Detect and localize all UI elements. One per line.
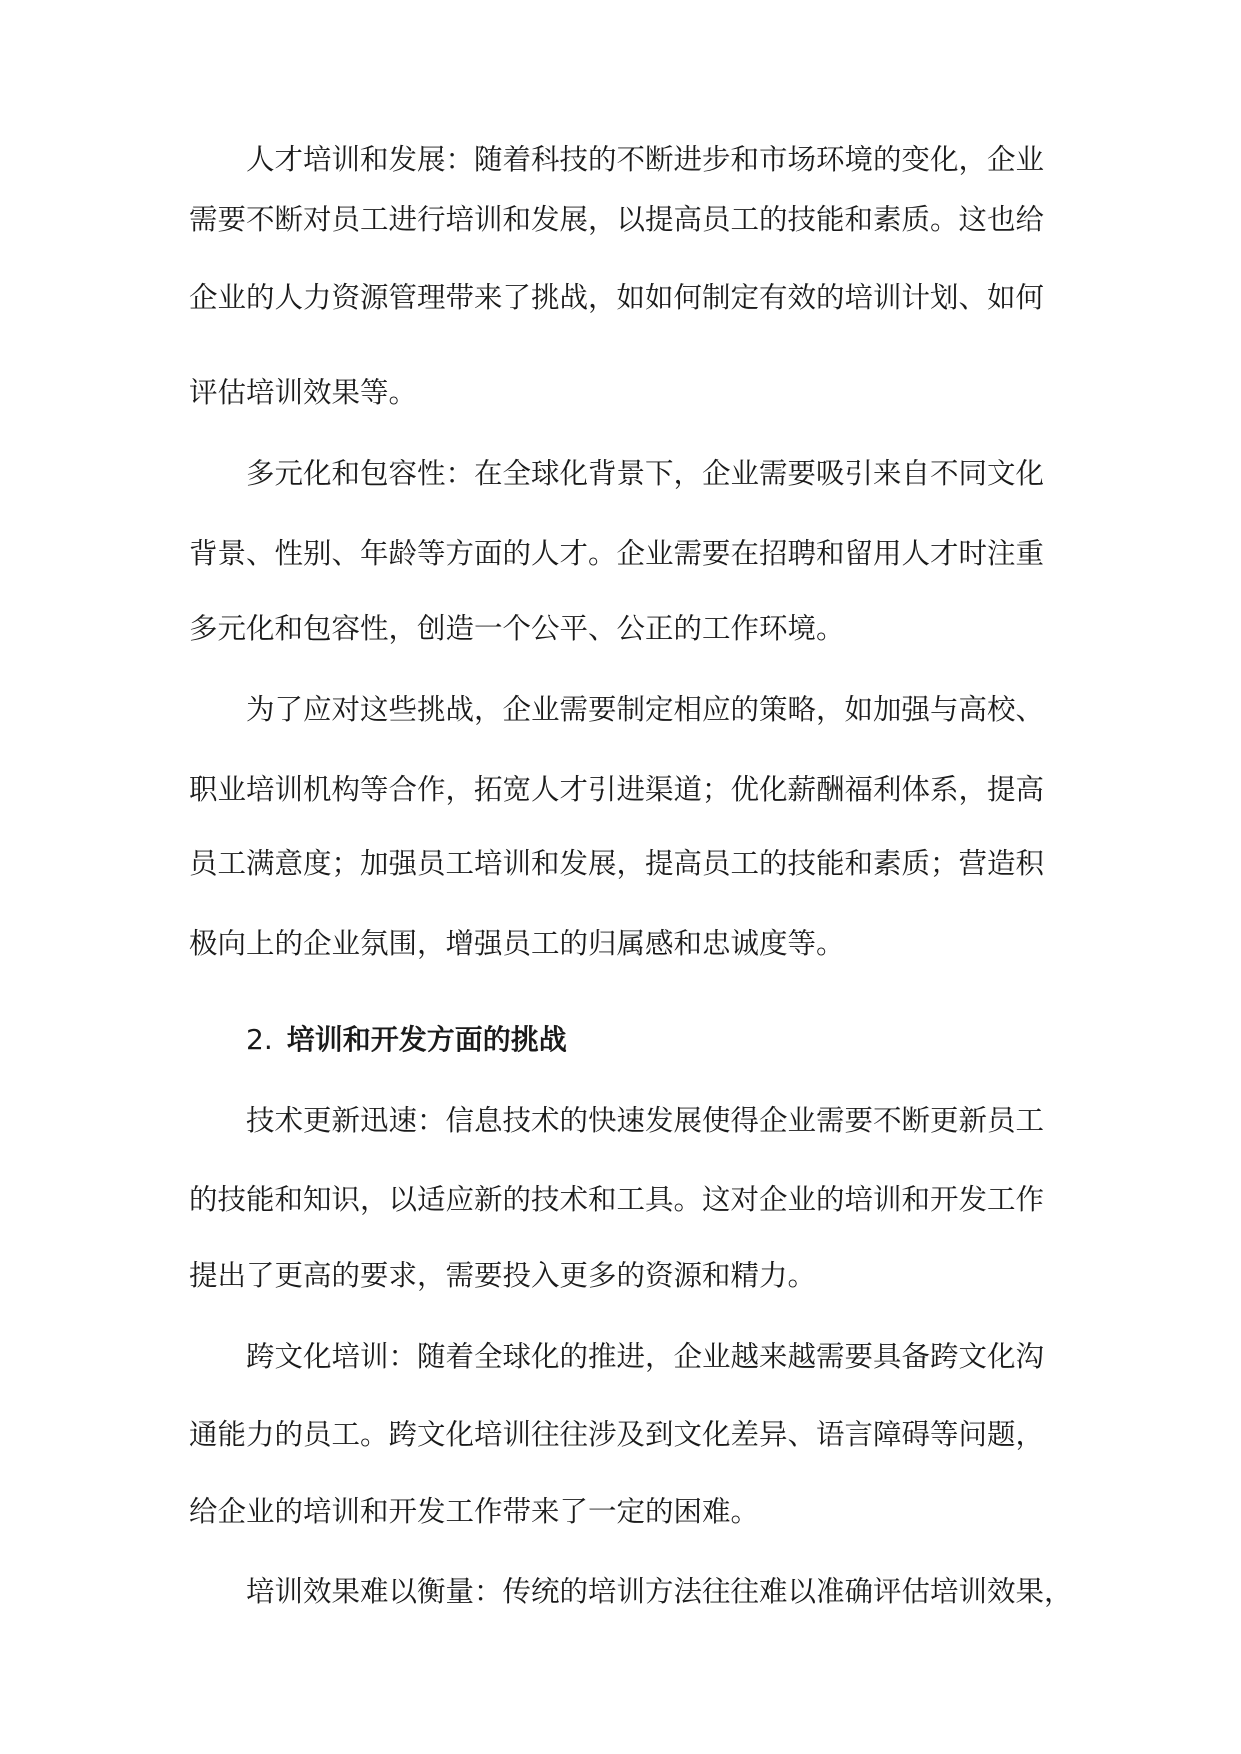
paragraph-line: 培训效果难以衡量：传统的培训方法往往难以准确评估培训效果， <box>246 1575 1073 1608</box>
paragraph-line: 多元化和包容性：在全球化背景下，企业需要吸引来自不同文化 <box>246 457 1045 490</box>
paragraph-line: 技术更新迅速：信息技术的快速发展使得企业需要不断更新员工 <box>246 1104 1045 1137</box>
paragraph-line: 跨文化培训：随着全球化的推进，企业越来越需要具备跨文化沟 <box>246 1340 1045 1373</box>
paragraph-line: 评估培训效果等。 <box>189 376 418 409</box>
paragraph-line: 员工满意度；加强员工培训和发展，提高员工的技能和素质；营造积 <box>189 847 1045 880</box>
paragraph-line: 人才培训和发展：随着科技的不断进步和市场环境的变化，企业 <box>246 143 1045 176</box>
section-number: 2. <box>246 1023 273 1056</box>
paragraph-line: 职业培训机构等合作，拓宽人才引进渠道；优化薪酬福利体系，提高 <box>189 773 1045 806</box>
paragraph-line: 提出了更高的要求，需要投入更多的资源和精力。 <box>189 1259 817 1292</box>
paragraph-line: 的技能和知识，以适应新的技术和工具。这对企业的培训和开发工作 <box>189 1183 1045 1216</box>
paragraph-line: 为了应对这些挑战，企业需要制定相应的策略，如加强与高校、 <box>246 693 1045 726</box>
section-heading <box>246 1020 567 1060</box>
paragraph-line: 背景、性别、年龄等方面的人才。企业需要在招聘和留用人才时注重 <box>189 537 1045 570</box>
paragraph-line: 给企业的培训和开发工作带来了一定的困难。 <box>189 1495 760 1528</box>
paragraph-line: 多元化和包容性，创造一个公平、公正的工作环境。 <box>189 612 845 645</box>
paragraph-line: 企业的人力资源管理带来了挑战，如如何制定有效的培训计划、如何 <box>189 281 1045 314</box>
section-title: 培训和开发方面的挑战 <box>286 1023 567 1056</box>
paragraph-line: 需要不断对员工进行培训和发展，以提高员工的技能和素质。这也给 <box>189 203 1045 236</box>
paragraph-line: 通能力的员工。跨文化培训往往涉及到文化差异、语言障碍等问题， <box>189 1418 1045 1451</box>
paragraph-line: 极向上的企业氛围，增强员工的归属感和忠诚度等。 <box>189 927 845 960</box>
